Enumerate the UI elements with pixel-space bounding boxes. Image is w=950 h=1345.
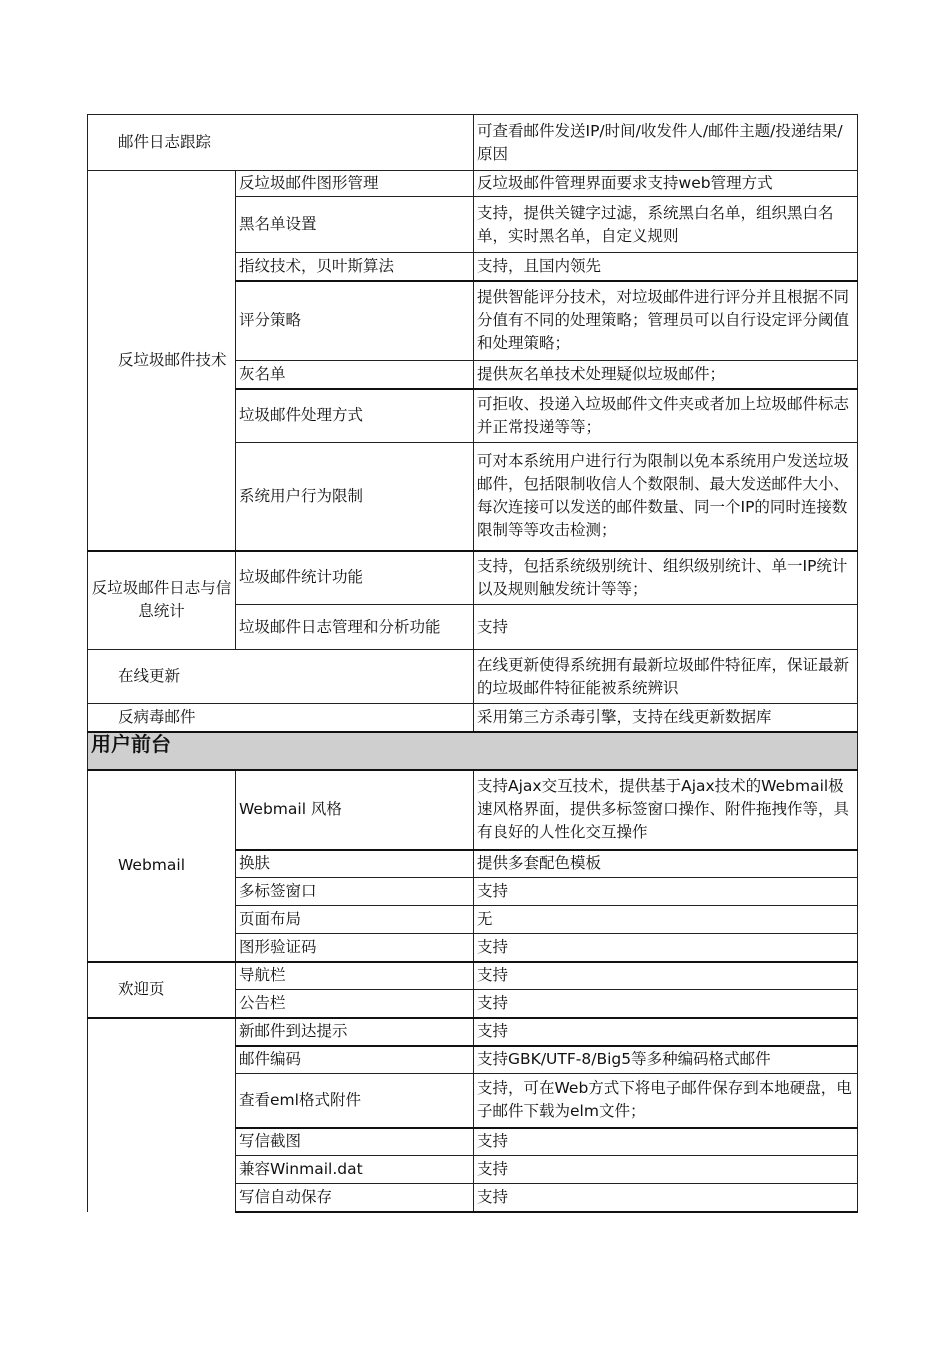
description-cell: 支持，提供关键字过滤，系统黑白名单，组织黑白名单，实时黑名单，自定义规则: [474, 197, 858, 253]
feature-cell: 指纹技术，贝叶斯算法: [236, 253, 474, 281]
description-cell: 提供灰名单技术处理疑似垃圾邮件；: [474, 361, 858, 389]
description-cell: 支持: [474, 1018, 858, 1046]
description-cell: 支持: [474, 1156, 858, 1184]
feature-cell: 灰名单: [236, 361, 474, 389]
feature-cell: 换肤: [236, 850, 474, 878]
table-row: [88, 1018, 858, 1046]
description-cell: 采用第三方杀毒引擎，支持在线更新数据库: [474, 704, 858, 732]
description-cell: 支持: [474, 1184, 858, 1212]
section-title: 用户前台: [88, 732, 858, 770]
description-cell: 提供多套配色模板: [474, 850, 858, 878]
description-cell: 支持，包括系统级别统计、组织级别统计、单一IP统计以及规则触发统计等等；: [474, 551, 858, 605]
description-cell: 在线更新使得系统拥有最新垃圾邮件特征库，保证最新的垃圾邮件特征能被系统辨识: [474, 650, 858, 704]
description-cell: 支持: [474, 1128, 858, 1156]
feature-cell: Webmail 风格: [236, 770, 474, 850]
category-cell: 邮件日志跟踪: [88, 115, 474, 171]
description-cell: 可对本系统用户进行行为限制以免本系统用户发送垃圾邮件，包括限制收信人个数限制、最大发送邮件大小、每次连接可以发送的邮件数量、同一个IP的同时连接数限制等等攻击检测；: [474, 443, 858, 551]
table-row: [88, 171, 858, 197]
feature-cell: 写信自动保存: [236, 1184, 474, 1212]
feature-cell: 查看eml格式附件: [236, 1074, 474, 1128]
category-cell: 反病毒邮件: [88, 704, 474, 732]
feature-cell: 垃圾邮件统计功能: [236, 551, 474, 605]
category-cell: Webmail: [88, 770, 236, 962]
description-cell: 支持，可在Web方式下将电子邮件保存到本地硬盘，电子邮件下载为elm文件；: [474, 1074, 858, 1128]
description-cell: 支持: [474, 962, 858, 990]
feature-cell: 图形验证码: [236, 934, 474, 962]
description-cell: 支持GBK/UTF-8/Big5等多种编码格式邮件: [474, 1046, 858, 1074]
feature-cell: 评分策略: [236, 281, 474, 361]
feature-cell: 写信截图: [236, 1128, 474, 1156]
feature-cell: 黑名单设置: [236, 197, 474, 253]
feature-cell: 反垃圾邮件图形管理: [236, 171, 474, 197]
feature-cell: 新邮件到达提示: [236, 1018, 474, 1046]
table-row: [88, 770, 858, 850]
table-row: [88, 704, 858, 732]
category-cell: 反垃圾邮件日志与信息统计: [88, 551, 236, 650]
description-cell: 支持: [474, 934, 858, 962]
feature-cell: 兼容Winmail.dat: [236, 1156, 474, 1184]
description-cell: 可查看邮件发送IP/时间/收发件人/邮件主题/投递结果/原因: [474, 115, 858, 171]
description-cell: 支持: [474, 878, 858, 906]
section-header-row: [88, 732, 858, 770]
description-cell: 支持Ajax交互技术，提供基于Ajax技术的Webmail极速风格界面，提供多标签窗口操作、附件拖拽作等，具有良好的人性化交互操作: [474, 770, 858, 850]
feature-cell: 页面布局: [236, 906, 474, 934]
category-cell: 反垃圾邮件技术: [88, 171, 236, 551]
feature-cell: 系统用户行为限制: [236, 443, 474, 551]
spec-table: [87, 114, 858, 1213]
description-cell: 可拒收、投递入垃圾邮件文件夹或者加上垃圾邮件标志并正常投递等等；: [474, 389, 858, 443]
table-row: [88, 115, 858, 171]
feature-cell: 邮件编码: [236, 1046, 474, 1074]
description-cell: 无: [474, 906, 858, 934]
description-cell: 支持: [474, 605, 858, 650]
category-cell: [88, 1018, 236, 1212]
description-cell: 支持: [474, 990, 858, 1018]
table-row: [88, 551, 858, 605]
description-cell: 支持，且国内领先: [474, 253, 858, 281]
feature-cell: 垃圾邮件处理方式: [236, 389, 474, 443]
feature-cell: 垃圾邮件日志管理和分析功能: [236, 605, 474, 650]
feature-cell: 导航栏: [236, 962, 474, 990]
feature-cell: 多标签窗口: [236, 878, 474, 906]
table-row: [88, 962, 858, 990]
category-cell: 在线更新: [88, 650, 474, 704]
category-cell: 欢迎页: [88, 962, 236, 1018]
description-cell: 反垃圾邮件管理界面要求支持web管理方式: [474, 171, 858, 197]
table-row: [88, 650, 858, 704]
feature-cell: 公告栏: [236, 990, 474, 1018]
description-cell: 提供智能评分技术，对垃圾邮件进行评分并且根据不同分值有不同的处理策略；管理员可以自行设定评分阈值和处理策略；: [474, 281, 858, 361]
